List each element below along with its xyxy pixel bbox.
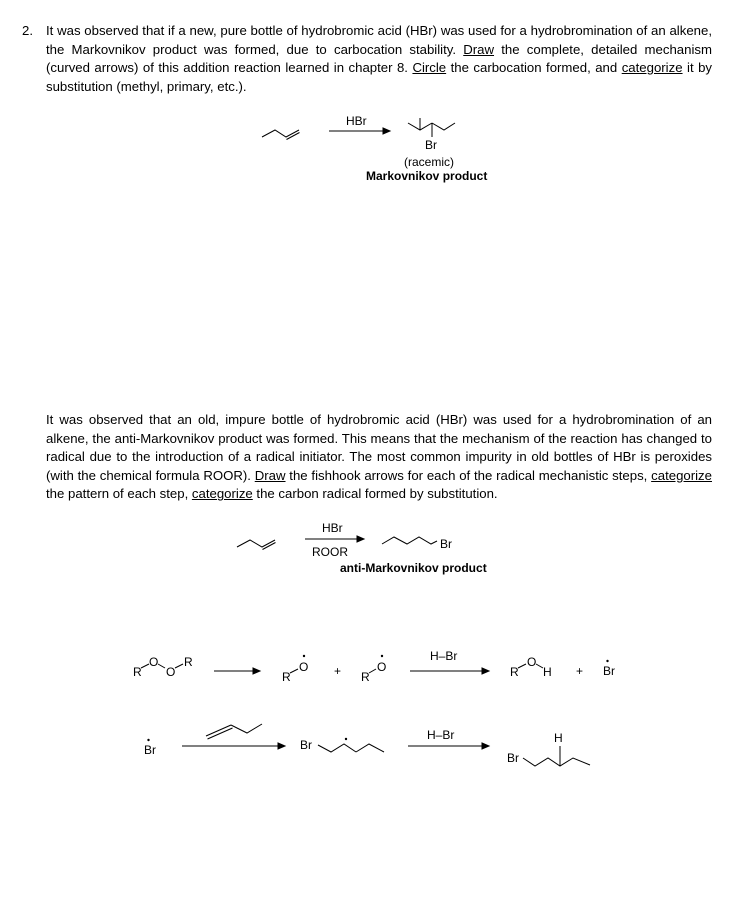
propene-over-arrow: [206, 724, 262, 739]
bromoalkyl-radical-br: Br: [300, 738, 312, 752]
radical-dot: [345, 738, 347, 740]
hbr-reagent-1: H–Br: [430, 649, 458, 663]
propagation-arrow-2: [408, 743, 489, 749]
propagation-step: [144, 724, 590, 766]
plus-sign-2: +: [576, 664, 584, 678]
p2-categorize-2: categorize: [191, 486, 253, 502]
p1-circle: Circle: [412, 60, 447, 76]
p1-categorize: categorize: [621, 60, 683, 76]
question-number: 2.: [22, 23, 33, 38]
roh-o: O: [527, 655, 537, 669]
reaction-2: [237, 521, 487, 575]
reaction-2-reagent-top: HBr: [322, 521, 343, 535]
reaction-1: [262, 114, 487, 183]
alkoxy-o-2: O: [377, 660, 387, 674]
p1-text-3: the carbocation formed, and: [446, 60, 622, 76]
p2-text-1: It was observed that an old, impure bottle of hydrobromic acid (HBr) was used for a hydrobromination of an alkene, the anti-Markovnikov product was formed. This means that the mechanism of the reaction has changed to radical due to the introduction of a radical initiator. The most common impurity in old bottles of HBr is peroxides (with the chemical formula ROOR).: [46, 412, 712, 483]
roh-r: R: [510, 665, 519, 679]
alkoxy-radical-2: [361, 655, 386, 684]
propagation-arrow-1: [182, 743, 285, 749]
hbr-reagent-2: H–Br: [427, 728, 455, 742]
alkoxy-o-1: O: [299, 660, 309, 674]
roor-o1: O: [149, 655, 159, 669]
initiation-step: [133, 649, 615, 684]
alkoxy-radical-1: [282, 655, 308, 684]
reaction-1-arrow: [329, 128, 390, 134]
alkoxy-r-1: R: [282, 670, 291, 684]
roor-structure: [133, 655, 193, 679]
p1-draw: Draw: [463, 41, 495, 57]
h-abstraction-arrow: [410, 668, 489, 674]
radical-dot: [303, 655, 305, 657]
reaction-1-product-atom: Br: [425, 138, 437, 152]
roh-structure: [510, 655, 552, 679]
roor-r1: R: [133, 665, 142, 679]
radical-dot: [381, 655, 383, 657]
reaction-2-product-atom: Br: [440, 537, 452, 551]
reaction-1-reagent: HBr: [346, 114, 367, 128]
2-bromopropane-structure: [408, 118, 455, 137]
roh-h: H: [543, 665, 552, 679]
bromine-radical-1: Br: [603, 664, 615, 678]
reaction-2-arrow: [305, 536, 364, 542]
p2-draw: Draw: [254, 467, 286, 483]
reaction-2-reagent-bottom: ROOR: [312, 545, 348, 559]
roor-o2: O: [166, 665, 176, 679]
p2-text-3: the pattern of each step,: [46, 486, 192, 502]
propene-structure: [262, 130, 300, 140]
1-bromopropane-structure: [382, 537, 437, 544]
alkoxy-r-2: R: [361, 670, 370, 684]
final-product-br: Br: [507, 751, 519, 765]
final-product-structure: [523, 746, 590, 766]
p2-text-4: the carbon radical formed by substitution.: [252, 486, 498, 502]
p1-text-2: the complete, detailed mechanism (curved arrows) of this addition reaction learned in chapter 8.: [46, 41, 712, 76]
propene-structure-2: [237, 540, 276, 550]
initiation-arrow: [214, 668, 260, 674]
bromine-radical-2: Br: [144, 743, 156, 757]
p1-text-4: it by substitution (methyl, primary, etc.).: [46, 60, 712, 94]
p1-text-1: It was observed that if a new, pure bottle of hydrobromic acid (HBr) was used for a hydrobromination of an alkene, the Markovnikov product was formed, due to carbocation stability.: [46, 23, 712, 57]
p2-categorize-1: categorize: [651, 467, 712, 483]
plus-sign-1: +: [334, 664, 342, 678]
p2-text-2: the fishhook arrows for each of the radical mechanistic steps,: [285, 467, 652, 483]
final-product-h: H: [554, 731, 563, 745]
radical-dot: [147, 739, 149, 741]
radical-dot: [606, 660, 608, 662]
roor-r2: R: [184, 655, 193, 669]
anti-markovnikov-label: anti-Markovnikov product: [340, 561, 487, 575]
racemic-note: (racemic): [404, 155, 454, 169]
markovnikov-label: Markovnikov product: [366, 169, 488, 183]
bromoalkyl-radical-structure: [318, 738, 384, 752]
